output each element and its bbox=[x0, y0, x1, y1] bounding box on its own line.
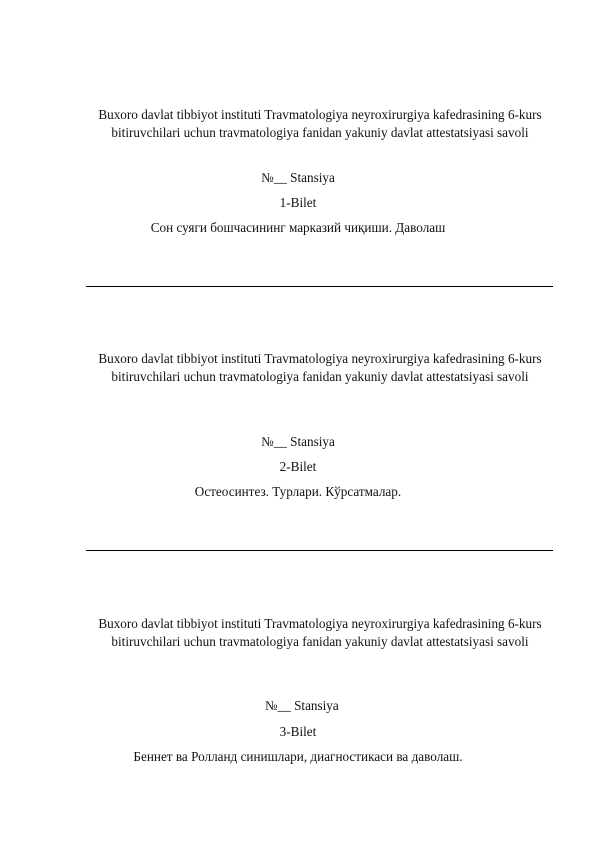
ticket-1-station: №__ Stansiya bbox=[261, 170, 335, 185]
ticket-3-header: Buxoro davlat tibbiyot instituti Travmatologiya neyroxirurgiya kafedrasining 6-kurs bitiruvchilari uchun travmatologiya fanidan yakuniy davlat attestatsiyasi savoli bbox=[98, 616, 542, 649]
ticket-2-question: Остеосинтез. Турлари. Кўрсатмалар. bbox=[194, 484, 402, 499]
ticket-separator-2 bbox=[86, 550, 553, 551]
ticket-2-header: Buxoro davlat tibbiyot instituti Travmatologiya neyroxirurgiya kafedrasining 6-kurs bitiruvchilari uchun travmatologiya fanidan yakuniy davlat attestatsiyasi savoli bbox=[98, 351, 542, 384]
ticket-3-bilet-number: 3-Bilet bbox=[279, 724, 317, 739]
ticket-1-question: Сон суяги бошчасининг марказий чиқиши. Даволаш bbox=[150, 220, 446, 235]
ticket-2-station: №__ Stansiya bbox=[261, 434, 335, 449]
ticket-1-header: Buxoro davlat tibbiyot instituti Travmatologiya neyroxirurgiya kafedrasining 6-kurs bitiruvchilari uchun travmatologiya fanidan yakuniy davlat attestatsiyasi savoli bbox=[98, 107, 542, 140]
ticket-1-bilet-number: 1-Bilet bbox=[279, 195, 317, 210]
ticket-3-station: №__ Stansiya bbox=[265, 698, 339, 713]
ticket-separator-1 bbox=[86, 286, 553, 287]
ticket-2-bilet-number: 2-Bilet bbox=[279, 459, 317, 474]
ticket-3-question: Беннет ва Ролланд синишлари, диагностикаси ва даволаш. bbox=[133, 749, 463, 764]
